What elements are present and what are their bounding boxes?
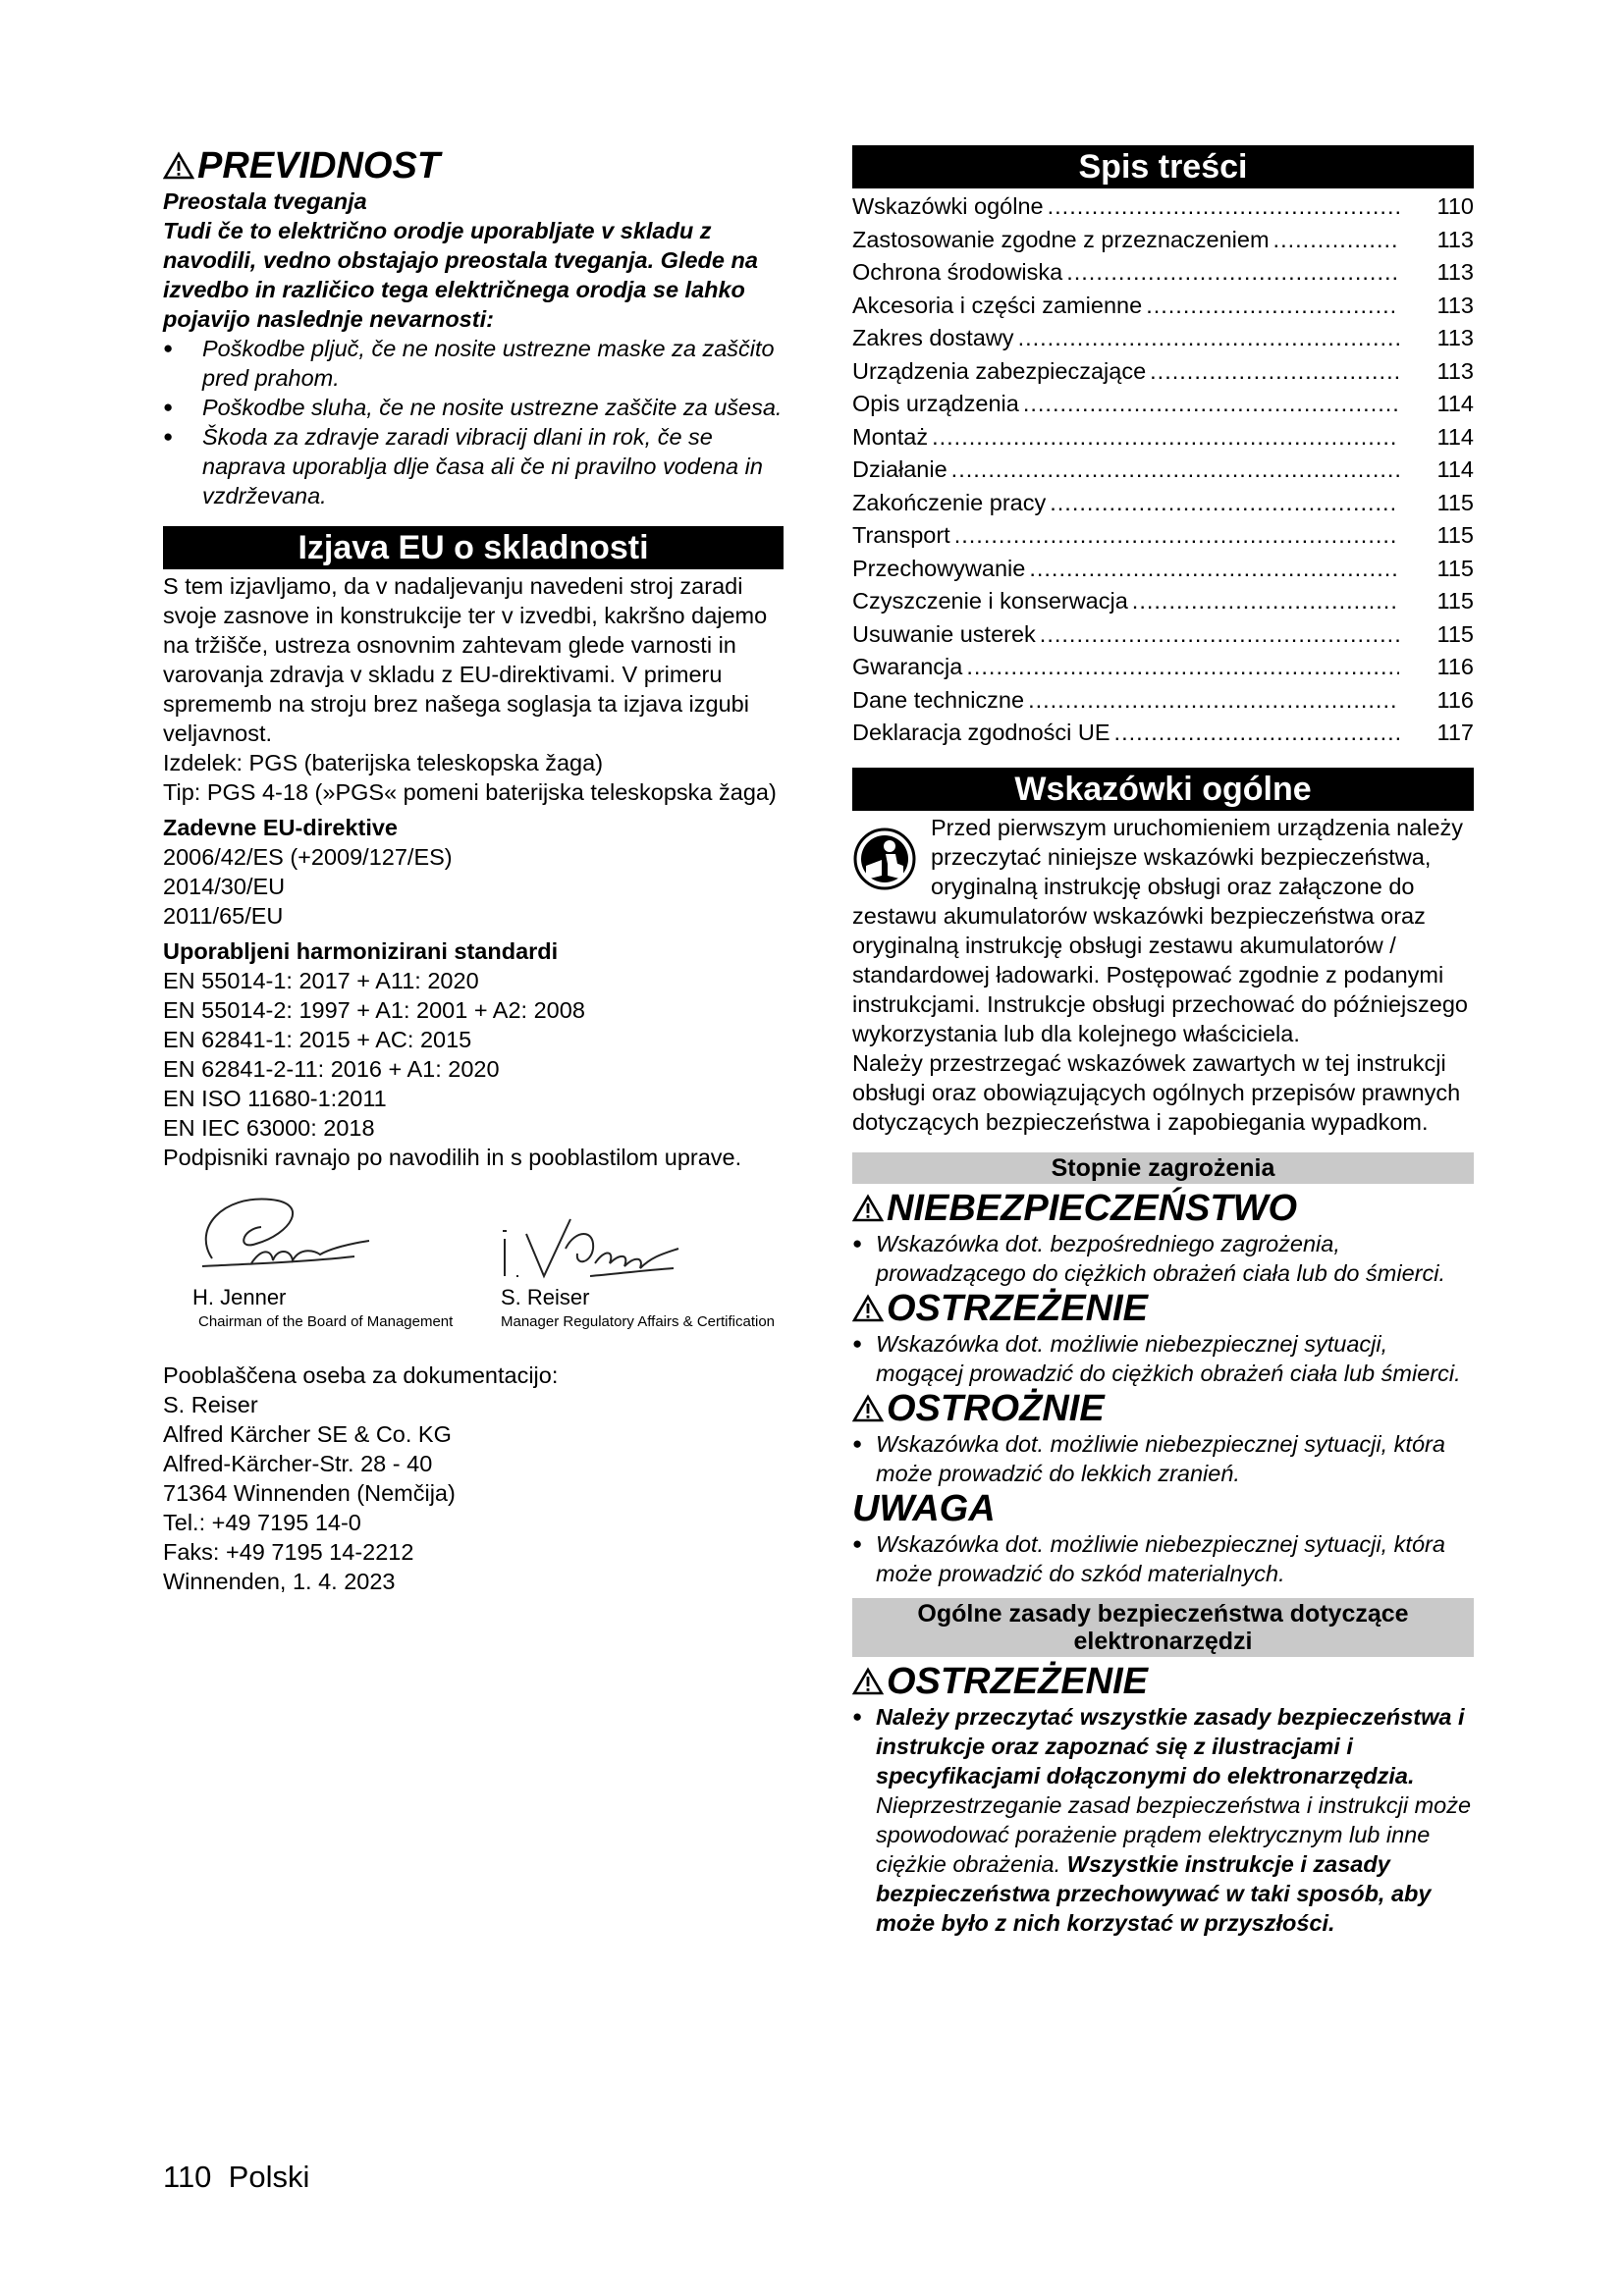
residual-title: Preostala tveganja	[163, 188, 367, 214]
toc-leader	[1114, 717, 1399, 750]
toc-page: 113	[1436, 292, 1474, 318]
toc-leader	[1273, 224, 1399, 257]
toc-label: Zakończenie pracy	[852, 489, 1047, 515]
toc-label: Ochrona środowiska	[852, 259, 1063, 285]
directive-item: 2014/30/EU	[163, 874, 286, 899]
danger-heading: NIEBEZPIECZEŃSTWO	[852, 1188, 1474, 1229]
contact-line: Pooblaščena oseba za dokumentacijo:	[163, 1362, 559, 1388]
toc-page: 115	[1436, 555, 1474, 581]
standard-item: EN IEC 63000: 2018	[163, 1115, 375, 1141]
signer2-role: Manager Regulatory Affairs & Certification	[501, 1313, 776, 1330]
toc-page: 116	[1436, 686, 1474, 713]
warning-triangle-icon	[852, 1394, 884, 1423]
toc-label: Zastosowanie zgodne z przeznaczeniem	[852, 226, 1270, 252]
toc-page: 113	[1436, 226, 1474, 252]
caution-list	[852, 1429, 1474, 1488]
toc-page: 114	[1436, 391, 1474, 416]
toc-label: Montaż	[852, 423, 929, 450]
toc-leader	[1018, 322, 1399, 355]
directives-title: Zadevne EU-direktive	[163, 815, 399, 840]
toc-row	[852, 553, 1474, 586]
signature-reiser	[497, 1209, 683, 1288]
toc-leader	[1040, 618, 1399, 652]
contact-line: S. Reiser	[163, 1392, 258, 1417]
toc-row	[852, 618, 1474, 652]
danger-list	[852, 1229, 1474, 1288]
notice-list	[852, 1529, 1474, 1588]
toc-row	[852, 190, 1474, 224]
toc-page: 117	[1436, 720, 1474, 745]
toc-leader	[1048, 190, 1399, 224]
toc-row	[852, 585, 1474, 618]
toc-leader	[1132, 585, 1399, 618]
toc-page: 116	[1436, 654, 1474, 679]
contact-line: Winnenden, 1. 4. 2023	[163, 1569, 396, 1594]
notice-heading: UWAGA	[852, 1487, 996, 1529]
warning2-heading: OSTRZEŻENIE	[852, 1661, 1474, 1702]
toc-label: Wskazówki ogólne	[852, 193, 1044, 219]
warning-triangle-icon	[163, 151, 194, 181]
toc-label: Dane techniczne	[852, 686, 1025, 713]
toc-label: Opis urządzenia	[852, 391, 1019, 416]
warning-triangle-icon	[852, 1194, 884, 1223]
list-item: ● Wskazówka dot. bezpośredniego zagrożenia, prowadzącego do ciężkich obrażeń ciała lub do śmierci.	[852, 1229, 1474, 1288]
toc-label: Przechowywanie	[852, 555, 1026, 581]
toc-leader	[1150, 355, 1399, 389]
contact-line: Alfred Kärcher SE & Co. KG	[163, 1421, 452, 1447]
toc-label: Akcesoria i części zamienne	[852, 292, 1143, 318]
power-tool-safety-heading: Ogólne zasady bezpieczeństwa dotyczące elektronarzędzi	[852, 1598, 1474, 1657]
toc-leader	[1028, 684, 1399, 718]
list-item: ● Wskazówka dot. możliwie niebezpiecznej sytuacji, która może prowadzić do lekkich zranień.	[852, 1429, 1474, 1488]
residual-intro: Tudi če to električno orodje uporabljate v skladu z navodili, vedno obstajajo preostala tveganja. Glede na izvedbo in različico tega električnega orodja se lahko pojavijo naslednje nevarnosti:	[163, 218, 758, 332]
toc-row	[852, 487, 1474, 520]
eu-declaration-text: S tem izjavljamo, da v nadaljevanju navedeni stroj zaradi svoje zasnove in konstrukcije ter v izvedbi, kakršno dajemo na tržišče, ustreza osnovnim zahtevam glede varnosti in varovanja zdravja v skladu z EU-direktivami. V primeru sprememb na stroju brez našega soglasja ta izjava izgubi veljavnost.	[163, 573, 768, 746]
toc-row	[852, 322, 1474, 355]
toc-leader	[1023, 388, 1399, 421]
toc-leader	[1050, 487, 1399, 520]
toc-leader	[1066, 256, 1399, 290]
warning2-bold2: Wszystkie instrukcje i zasady bezpieczeństwa przechowywać w taki sposób, aby może było z nich korzystać w przyszłości.	[876, 1850, 1432, 1936]
type-line: Tip: PGS 4-18 (»PGS« pomeni baterijska teleskopska žaga)	[163, 779, 777, 805]
general-text-1: Przed pierwszym uruchomieniem urządzenia należy przeczytać niniejsze wskazówki bezpieczeństwa, oryginalną instrukcję obsługi oraz załączone do zestawu akumulatorów wskazówki bezpieczeństwa oraz oryginalną instrukcję obsługi zestawu akumulatorów / standardowej ładowarki. Postępować zgodnie z podanymi instrukcjami. Instrukcje obsługi przechować do późniejszego wykorzystania lub dla kolejnego właściciela.	[852, 814, 1468, 1046]
page-footer	[163, 2160, 309, 2195]
warning2-bold: Należy przeczytać wszystkie zasady bezpieczeństwa i instrukcje oraz zapoznać się z ilustracjami i specyfikacjami dołączonymi do elektronarzędzia.	[876, 1703, 1465, 1789]
toc-row	[852, 519, 1474, 553]
toc-page: 115	[1436, 588, 1474, 614]
toc-label: Transport	[852, 522, 950, 548]
previdnost-heading: PREVIDNOST	[163, 145, 784, 187]
list-item: ● Škoda za zdravje zaradi vibracij dlani in rok, če se naprava uporablja dlje časa ali če ni pravilno vodena in vzdrževana.	[163, 422, 784, 510]
page-number: 110	[163, 2160, 212, 2194]
read-manual-icon	[852, 827, 917, 891]
standards-title: Uporabljeni harmonizirani standardi	[163, 938, 559, 964]
signatures	[163, 1190, 784, 1357]
standard-item: EN ISO 11680-1:2011	[163, 1086, 387, 1111]
toc-page: 115	[1436, 522, 1474, 548]
list-item: ● Wskazówka dot. możliwie niebezpiecznej sytuacji, mogącej prowadzić do ciężkich obrażeń ciała lub śmierci.	[852, 1329, 1474, 1388]
standard-item: EN 55014-2: 1997 + A1: 2001 + A2: 2008	[163, 997, 585, 1023]
warning2-italic: Nieprzestrzeganie zasad bezpieczeństwa i instrukcji może spowodować porażenie prądem elektrycznym lub inne ciężkie obrażenia.	[876, 1791, 1472, 1877]
toc-row	[852, 224, 1474, 257]
directive-item: 2011/65/EU	[163, 903, 284, 929]
toc-label: Deklaracja zgodności UE	[852, 720, 1110, 745]
toc-label: Zakres dostawy	[852, 325, 1014, 350]
toc-row	[852, 421, 1474, 454]
toc-row	[852, 717, 1474, 750]
toc-page: 114	[1436, 456, 1474, 482]
left-column	[163, 145, 784, 1596]
toc-page: 113	[1436, 325, 1474, 350]
toc-page: 115	[1436, 620, 1474, 647]
standard-item: EN 62841-1: 2015 + AC: 2015	[163, 1027, 472, 1052]
toc-leader	[932, 421, 1399, 454]
toc-label: Urządzenia zabezpieczające	[852, 357, 1147, 384]
toc-row	[852, 388, 1474, 421]
warning2-list	[852, 1702, 1474, 1938]
residual-list	[163, 334, 784, 510]
table-of-contents	[852, 190, 1474, 750]
warning-heading: OSTRZEŻENIE	[852, 1288, 1474, 1329]
contact-line: Tel.: +49 7195 14-0	[163, 1510, 361, 1535]
hazard-levels-heading: Stopnie zagrożenia	[852, 1152, 1474, 1184]
eu-declaration-heading: Izjava EU o skladnosti	[163, 526, 784, 569]
toc-row	[852, 684, 1474, 718]
toc-leader	[1029, 553, 1399, 586]
standard-item: EN 62841-2-11: 2016 + A1: 2020	[163, 1056, 500, 1082]
contact-block	[163, 1361, 784, 1596]
toc-heading: Spis treści	[852, 145, 1474, 188]
toc-leader	[951, 454, 1399, 487]
right-column	[852, 145, 1474, 1938]
standard-item: EN 55014-1: 2017 + A11: 2020	[163, 968, 479, 993]
toc-page: 113	[1436, 357, 1474, 384]
toc-row	[852, 651, 1474, 684]
signature-jenner	[183, 1190, 379, 1283]
warning-triangle-icon	[852, 1294, 884, 1323]
signer2-name: S. Reiser	[501, 1285, 590, 1309]
contact-line: Faks: +49 7195 14-2212	[163, 1539, 414, 1565]
signer1-name: H. Jenner	[192, 1285, 287, 1309]
footer-language: Polski	[228, 2160, 310, 2194]
signer1-role: Chairman of the Board of Management	[198, 1313, 454, 1330]
directive-item: 2006/42/ES (+2009/127/ES)	[163, 844, 453, 870]
list-item	[852, 1702, 1474, 1938]
list-item: ● Poškodbe sluha, če ne nosite ustrezne zaščite za ušesa.	[163, 393, 784, 422]
toc-leader	[966, 651, 1399, 684]
warning-list	[852, 1329, 1474, 1388]
toc-leader	[1146, 290, 1399, 323]
toc-row	[852, 256, 1474, 290]
toc-page: 115	[1436, 489, 1474, 515]
toc-page: 114	[1436, 423, 1474, 450]
caution-heading: OSTROŻNIE	[852, 1388, 1474, 1429]
toc-label: Czyszczenie i konserwacja	[852, 588, 1128, 614]
general-heading: Wskazówki ogólne	[852, 768, 1474, 811]
toc-page: 113	[1436, 259, 1474, 285]
signatories-note: Podpisniki ravnajo po navodilih in s pooblastilom uprave.	[163, 1145, 742, 1170]
list-item: ● Wskazówka dot. możliwie niebezpiecznej sytuacji, która może prowadzić do szkód materialnych.	[852, 1529, 1474, 1588]
contact-line: 71364 Winnenden (Nemčija)	[163, 1480, 456, 1506]
list-item: ● Poškodbe pljuč, če ne nosite ustrezne maske za zaščito pred prahom.	[163, 334, 784, 393]
toc-row	[852, 290, 1474, 323]
toc-row	[852, 454, 1474, 487]
general-text-2: Należy przestrzegać wskazówek zawartych w tej instrukcji obsługi oraz obowiązujących ogólnych przepisów prawnych dotyczących bezpieczeństwa i zapobiegania wypadkom.	[852, 1049, 1461, 1135]
contact-line: Alfred-Kärcher-Str. 28 - 40	[163, 1451, 433, 1476]
toc-page: 110	[1436, 193, 1474, 219]
warning-triangle-icon	[852, 1667, 884, 1696]
toc-label: Gwarancja	[852, 654, 963, 679]
toc-label: Działanie	[852, 456, 947, 482]
general-section	[852, 813, 1474, 1137]
product-line: Izdelek: PGS (baterijska teleskopska žaga)	[163, 750, 604, 775]
toc-leader	[954, 519, 1399, 553]
toc-row	[852, 355, 1474, 389]
toc-label: Usuwanie usterek	[852, 620, 1036, 647]
